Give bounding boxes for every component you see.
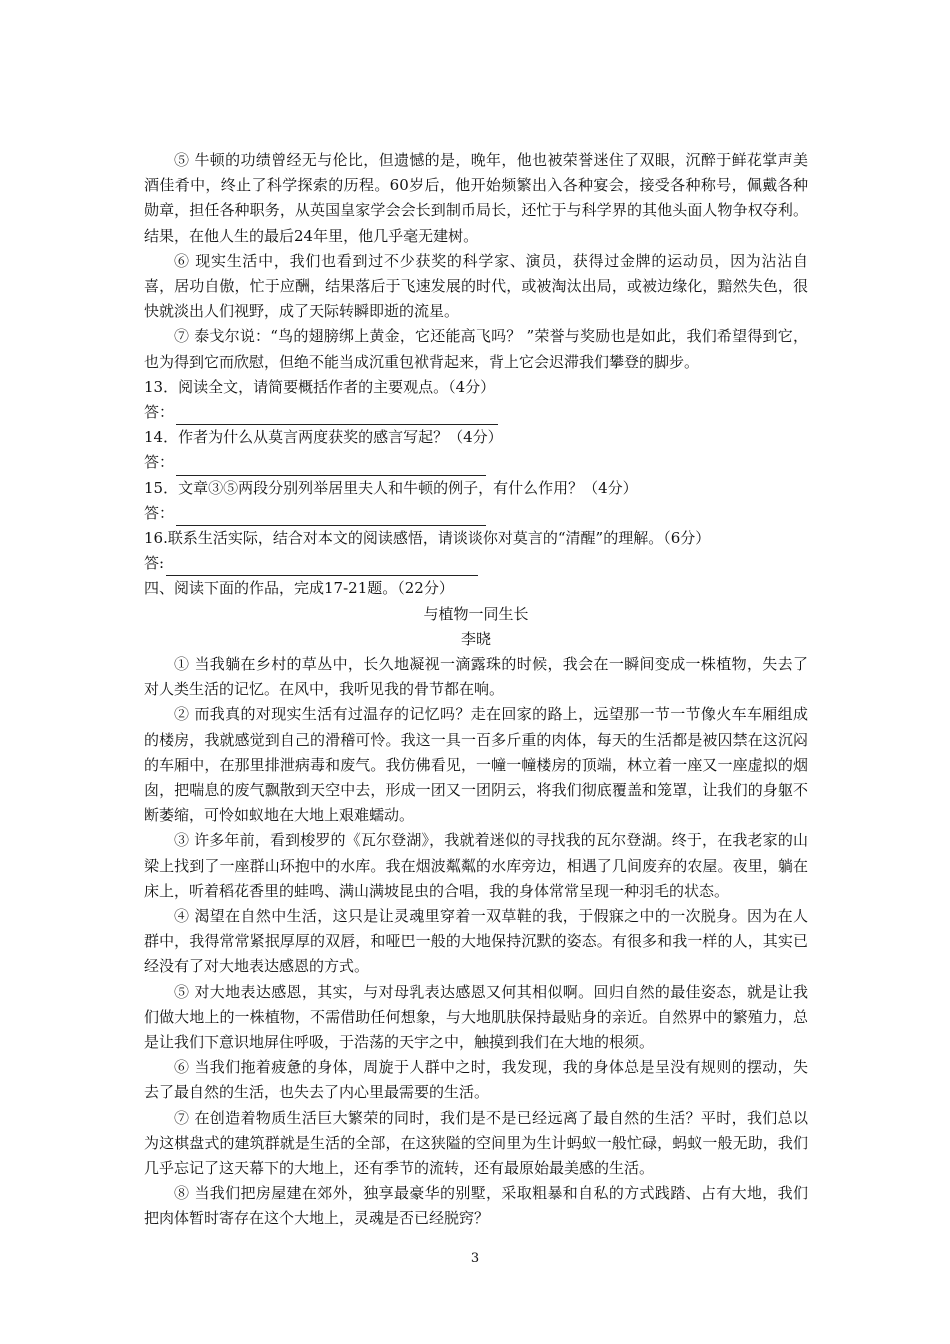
question-14: 14．作者为什么从莫言两度获奖的感言写起？（4分） (144, 428, 503, 447)
answer-16[interactable] (144, 551, 808, 576)
answer-line[interactable] (166, 557, 478, 576)
answer-prefix: 答: (144, 554, 165, 573)
essay-paragraph-4: ④ 渴望在自然中生活，这只是让灵魂里穿着一双草鞋的我，于假寐之中的一次脱身。因为在人群中，我得常常紧抿厚厚的双唇，和哑巴一般的大地保持沉默的姿态。有很多和我一样的人，其实已经没有了对大地表达感恩的方式。 (144, 907, 808, 976)
page-number: 3 (470, 1251, 480, 1266)
answer-line[interactable] (176, 507, 486, 526)
answer-15[interactable] (144, 501, 808, 526)
essay-title: 与植物一同生长 (423, 604, 529, 623)
document-page (144, 148, 808, 1232)
essay-paragraph-2: ② 而我真的对现实生活有过温存的记忆吗？走在回家的路上，远望那一节一节像火车车厢组成的楼房，我就感觉到自己的滑稽可怜。我这一具一百多斤重的肉体，每天的生活都是被囚禁在这沉闷的车厢中，在那里排泄病毒和废气。我仿佛看见，一幢一幢楼房的顶端，林立着一座又一座虚拟的烟囱，把喘息的废气飘散到天空中去，形成一团又一团阴云，将我们彻底覆盖和笼罩，让我们的身躯不断萎缩，可怜如蚁地在大地上艰难蠕动。 (144, 705, 808, 825)
essay-paragraph-7: ⑦ 在创造着物质生活巨大繁荣的同时，我们是不是已经远离了最自然的生活？平时，我们总以为这棋盘式的建筑群就是生活的全部，在这狭隘的空间里为生计蚂蚁一般忙碌，蚂蚁一般无助，我们几乎忘记了这天幕下的大地上，还有季节的流转，还有最原始最美感的生活。 (144, 1108, 808, 1178)
paragraph-7: ⑦ 泰戈尔说：“鸟的翅膀绑上黄金，它还能高飞吗？ ”荣誉与奖励也是如此，我们希望得到它，也为得到它而欣慰，但绝不能当成沉重包袱背起来，背上它会迟滞我们攀登的脚步。 (144, 327, 808, 371)
answer-14[interactable] (144, 450, 808, 475)
essay-paragraph-6: ⑥ 当我们拖着疲惫的身体，周旋于人群中之时，我发现，我的身体总是呈没有规则的摆动，失去了最自然的生活，也失去了内心里最需要的生活。 (144, 1058, 808, 1102)
essay-author: 李晓 (460, 629, 491, 648)
question-15: 15．文章③⑤两段分别列举居里夫人和牛顿的例子，有什么作用？（4分） (144, 478, 638, 497)
paragraph-5: ⑤ 牛顿的功绩曾经无与伦比，但遗憾的是，晚年，他也被荣誉迷住了双眼，沉醉于鲜花掌声美酒佳肴中，终止了科学探索的历程。60岁后，他开始频繁出入各种宴会，接受各种称号，佩戴各种勋章，担任各种职务，从英国皇家学会会长到制币局长，还忙于与科学界的其他头面人物争权夺利。结果，在他人生的最后24年里，他几乎毫无建树。 (144, 151, 808, 245)
question-13: 13．阅读全文，请简要概括作者的主要观点。（4分） (144, 377, 496, 396)
question-16: 16.联系生活实际，结合对本文的阅读感悟，请谈谈你对莫言的“清醒”的理解。（6分） (144, 529, 711, 547)
section-4-heading: 四、阅读下面的作品，完成17-21题。（22分） (144, 579, 454, 598)
paragraph-6: ⑥ 现实生活中，我们也看到过不少获奖的科学家、演员，获得过金牌的运动员，因为沾沾自喜，居功自傲，忙于应酬，结果落后于飞速发展的时代，或被淘汰出局，或被边缘化，黯然失色，很快就淡出人们视野，成了天际转瞬即逝的流星。 (144, 251, 808, 321)
essay-paragraph-3: ③ 许多年前，看到梭罗的《瓦尔登湖》，我就着迷似的寻找我的瓦尔登湖。终于，在我老家的山梁上找到了一座群山环抱中的水库。我在烟波粼粼的水库旁边，相遇了几间废弃的农屋。夜里，躺在床上，听着稻花香里的蛙鸣、满山满坡昆虫的合唱，我的身体常常呈现一种羽毛的状态。 (144, 831, 808, 900)
answer-prefix: 答： (144, 403, 175, 422)
essay-paragraph-8: ⑧ 当我们把房屋建在郊外，独享最豪华的别墅，采取粗暴和自私的方式践踏、占有大地，我们把肉体暂时寄存在这个大地上，灵魂是否已经脱窍？ (144, 1184, 808, 1228)
answer-13[interactable] (144, 400, 808, 425)
answer-prefix: 答： (144, 503, 175, 522)
answer-line[interactable] (176, 457, 486, 476)
answer-line[interactable] (176, 406, 498, 425)
answer-prefix: 答： (144, 453, 175, 472)
essay-paragraph-5: ⑤ 对大地表达感恩，其实，与对母乳表达感恩又何其相似啊。回归自然的最佳姿态，就是让我们做大地上的一株植物，不需借助任何想象，与大地肌肤保持最贴身的亲近。自然界中的繁殖力，总是让我们下意识地屏住呼吸，于浩荡的天宇之中，触摸到我们在大地的根须。 (144, 982, 808, 1052)
essay-paragraph-1: ① 当我躺在乡村的草丛中，长久地凝视一滴露珠的时候，我会在一瞬间变成一株植物，失去了对人类生活的记忆。在风中，我听见我的骨节都在响。 (144, 655, 808, 699)
